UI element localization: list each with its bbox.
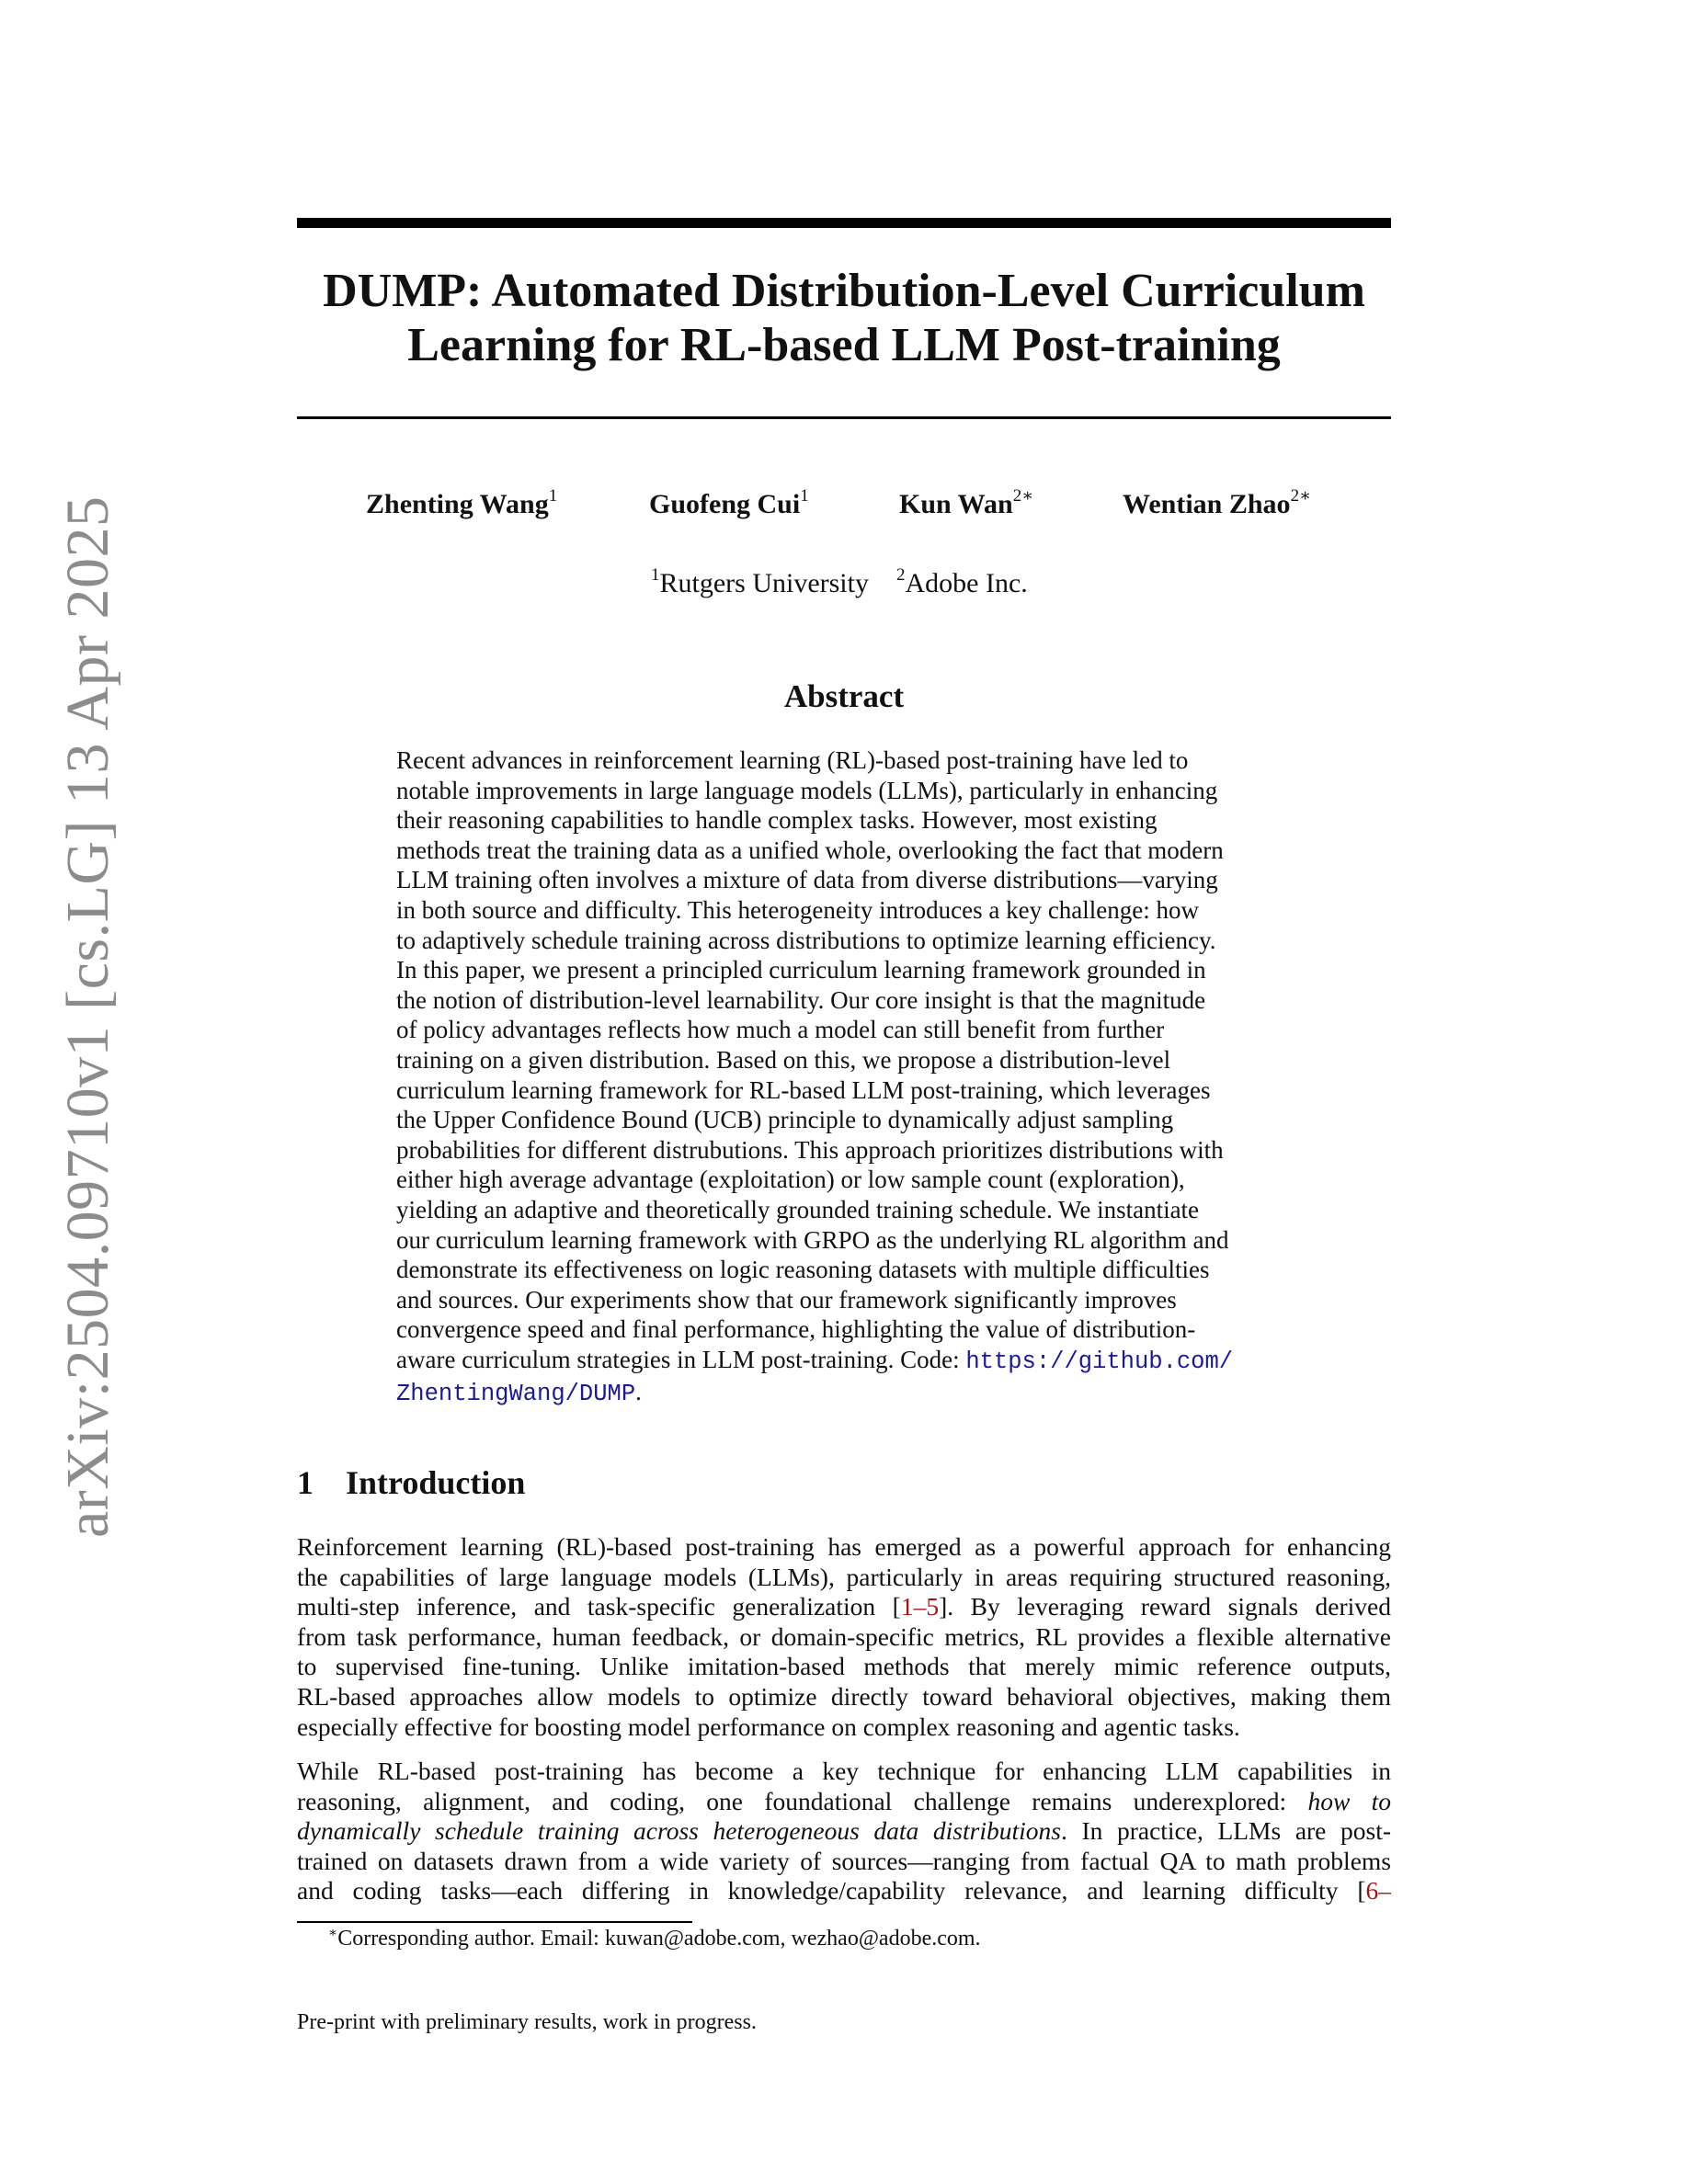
author-affiliation-mark: 1 xyxy=(800,486,809,506)
abstract-line: training on a given distribution. Based on this, we propose a distribution-level xyxy=(396,1045,1171,1074)
paragraph-text: ]. By leveraging reward signals derived xyxy=(939,1592,1391,1621)
footnote-rule xyxy=(297,1921,692,1923)
paragraph-line: Reinforcement learning (RL)-based post-training has emerged as a powerful approach for enhancing xyxy=(297,1532,1391,1561)
author-affiliation-mark: 1 xyxy=(548,486,558,506)
abstract-line: curriculum learning framework for RL-based LLM post-training, which leverages xyxy=(396,1075,1211,1104)
paragraph-text: reasoning, alignment, and coding, one foundational challenge remains underexplored: xyxy=(297,1786,1308,1815)
affiliation-mark: 1 xyxy=(651,565,660,585)
abstract-line: In this paper, we present a principled curriculum learning framework grounded in xyxy=(396,956,1206,984)
author-name: Kun Wan xyxy=(899,489,1013,519)
paragraph-line xyxy=(297,1816,1391,1847)
paragraph-line: the capabilities of large language models (LLMs), particularly in areas requiring structured reasoning, xyxy=(297,1562,1391,1591)
abstract-line: the Upper Confidence Bound (UCB) principle to dynamically adjust sampling xyxy=(396,1106,1174,1134)
section-number: 1 xyxy=(297,1464,314,1501)
author-3 xyxy=(899,486,1034,520)
abstract-line: convergence speed and final performance, highlighting the value of distribution- xyxy=(396,1315,1196,1344)
author-2 xyxy=(649,486,809,520)
author-name: Wentian Zhao xyxy=(1123,489,1291,519)
abstract-heading: Abstract xyxy=(783,678,905,714)
paragraph-line: While RL-based post-training has become a key technique for enhancing LLM capabilities in xyxy=(297,1757,1391,1785)
abstract-line: Recent advances in reinforcement learning (RL)-based post-training have led to xyxy=(396,746,1189,774)
abstract-line: and sources. Our experiments show that our framework significantly improves xyxy=(396,1285,1177,1314)
abstract-line: probabilities for different distrubutions. This approach prioritizes distributions with xyxy=(396,1135,1224,1164)
footnote-mark: ∗ xyxy=(328,1926,338,1940)
title-bottom-rule xyxy=(297,416,1391,419)
emphasized-text: dynamically schedule training across heterogeneous data distributions xyxy=(297,1816,1061,1846)
paragraph-line: trained on datasets drawn from a wide variety of sources—ranging from factual QA to math problems xyxy=(297,1846,1391,1875)
paragraph-text: multi-step inference, and task-specific generalization [ xyxy=(297,1592,901,1621)
affiliation-name: Adobe Inc. xyxy=(905,568,1028,598)
code-url-link[interactable]: https://github.com/ xyxy=(965,1348,1234,1375)
abstract-line: our curriculum learning framework with GRPO as the underlying RL algorithm and xyxy=(396,1225,1229,1254)
abstract-line: LLM training often involves a mixture of data from diverse distributions—varying xyxy=(396,866,1218,894)
paragraph-line: RL-based approaches allow models to optimize directly toward behavioral objectives, making them xyxy=(297,1681,1391,1711)
paragraph-line xyxy=(297,1787,1391,1817)
abstract-line: either high average advantage (exploitation) or low sample count (exploration), xyxy=(396,1166,1185,1194)
citation-range-dash: – xyxy=(1378,1876,1391,1905)
section-heading-introduction xyxy=(297,1463,525,1502)
paragraph-line: from task performance, human feedback, or domain-specific metrics, RL provides a flexible alternative xyxy=(297,1621,1391,1651)
citation-link[interactable]: 6 xyxy=(1365,1876,1379,1905)
title-line-1: DUMP: Automated Distribution-Level Curriculum xyxy=(323,265,1365,317)
paper-title xyxy=(297,264,1391,372)
affiliation-name: Rutgers University xyxy=(659,568,869,598)
paragraph-line: especially effective for boosting model performance on complex reasoning and agentic tasks. xyxy=(297,1712,1240,1741)
title-line-2: Learning for RL-based LLM Post-training xyxy=(407,319,1281,371)
author-name: Guofeng Cui xyxy=(649,489,801,519)
citation-link[interactable]: 5 xyxy=(926,1592,940,1621)
abstract-line xyxy=(396,1377,1294,1410)
footnote-text: Corresponding author. Email: kuwan@adobe.com, wezhao@adobe.com. xyxy=(337,1927,981,1951)
abstract-line: demonstrate its effectiveness on logic reasoning datasets with multiple difficulties xyxy=(396,1256,1210,1284)
abstract-line: yielding an adaptive and theoretically grounded training schedule. We instantiate xyxy=(396,1195,1200,1223)
author-1 xyxy=(366,486,558,520)
abstract-line: of policy advantages reflects how much a model can still benefit from further xyxy=(396,1016,1165,1044)
intro-paragraph-2 xyxy=(297,1757,1391,1906)
emphasized-text: how to xyxy=(1307,1786,1391,1815)
abstract-line: to adaptively schedule training across distributions to optimize learning efficiency. xyxy=(396,926,1216,954)
abstract-line-text: aware curriculum strategies in LLM post-training. Code: xyxy=(396,1345,966,1373)
paragraph-line xyxy=(297,1876,1391,1906)
affiliation-2 xyxy=(896,565,1028,599)
citation-link[interactable]: 1 xyxy=(900,1592,914,1621)
paragraph-text: . In practice, LLMs are post- xyxy=(1060,1816,1391,1846)
abstract-line: the notion of distribution-level learnability. Our core insight is that the magnitude xyxy=(396,985,1206,1014)
paragraph-line: to supervised fine-tuning. Unlike imitation-based methods that merely mimic reference outputs, xyxy=(297,1652,1391,1681)
abstract-body xyxy=(396,745,1294,1410)
abstract-line: methods treat the training data as a unified whole, overlooking the fact that modern xyxy=(396,836,1224,864)
abstract-line: notable improvements in large language models (LLMs), particularly in enhancing xyxy=(396,776,1218,804)
footnote-corresponding-author xyxy=(328,1927,981,1951)
abstract-line: their reasoning capabilities to handle complex tasks. However, most existing xyxy=(396,806,1158,835)
author-4 xyxy=(1123,486,1311,520)
abstract-line xyxy=(396,1345,1294,1378)
paragraph-line xyxy=(297,1592,1391,1622)
arxiv-identifier-stamp: arXiv:2504.09710v1 [cs.LG] 13 Apr 2025 xyxy=(54,495,121,1538)
abstract-end-period: . xyxy=(635,1378,642,1406)
affiliation-mark: 2 xyxy=(896,565,906,585)
abstract-line: in both source and difficulty. This heterogeneity introduces a key challenge: how xyxy=(396,895,1200,924)
title-top-rule xyxy=(297,218,1391,228)
section-title: Introduction xyxy=(346,1464,526,1501)
citation-range-dash: – xyxy=(913,1592,927,1621)
affiliation-1 xyxy=(651,565,869,599)
author-affiliation-mark: 2∗ xyxy=(1290,486,1311,506)
paragraph-text: and coding tasks—each differing in knowledge/capability relevance, and learning difficulty [ xyxy=(297,1876,1366,1905)
author-name: Zhenting Wang xyxy=(366,489,549,519)
preprint-footer-note: Pre-print with preliminary results, work in progress. xyxy=(297,2010,757,2034)
author-affiliation-mark: 2∗ xyxy=(1012,486,1034,506)
intro-paragraph-1 xyxy=(297,1532,1391,1742)
code-url-link-continued[interactable]: ZhentingWang/DUMP xyxy=(396,1381,636,1408)
